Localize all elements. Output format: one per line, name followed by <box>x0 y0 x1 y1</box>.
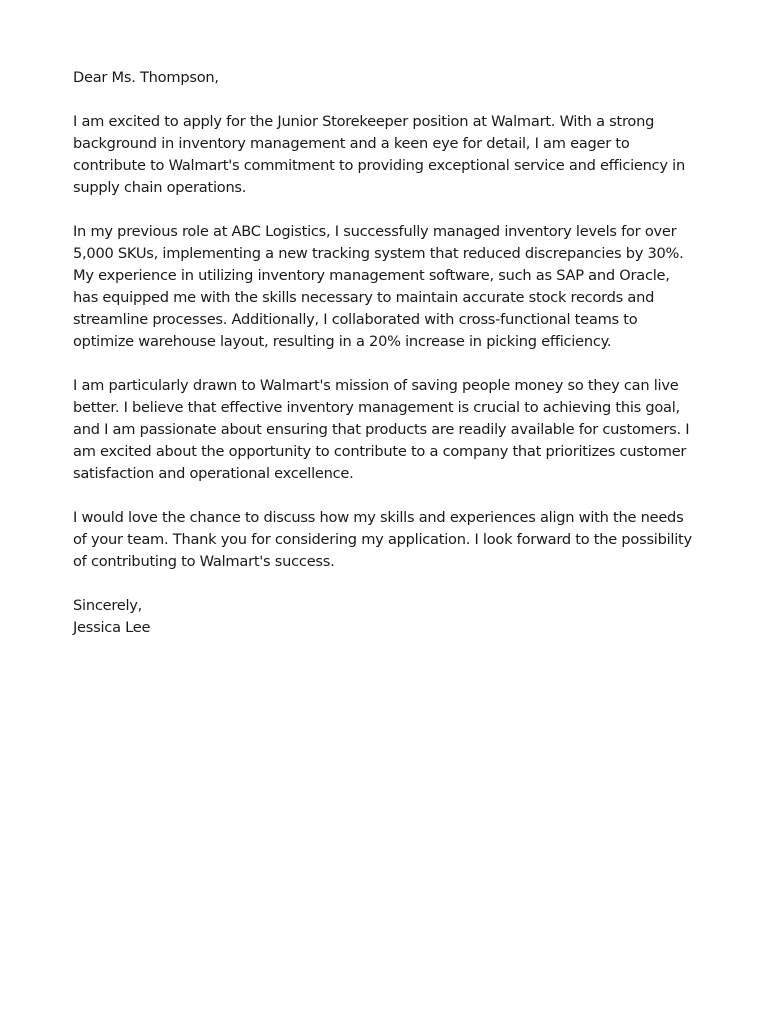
salutation: Dear Ms. Thompson, <box>73 69 219 86</box>
paragraph-motivation: I am particularly drawn to Walmart's mission of saving people money so they can live better. I believe that effective inventory management is crucial to achieving this goal, and I am passionate about ensuring that products are readily available for customers. I am excited about the opportunity to contribute to a company that prioritizes customer satisfaction and operational excellence. <box>73 377 690 482</box>
paragraph-intro: I am excited to apply for the Junior Storekeeper position at Walmart. With a strong background in inventory management and a keen eye for detail, I am eager to contribute to Walmart's commitment to providing exceptional service and efficiency in supply chain operations. <box>73 113 685 196</box>
closing: Sincerely, <box>73 597 143 614</box>
paragraph-experience: In my previous role at ABC Logistics, I successfully managed inventory levels for over 5,000 SKUs, implementing a new tracking system that reduced discrepancies by 30%. My experience in utilizing inventory management software, such as SAP and Oracle, has equipped me with the skills necessary to maintain accurate stock records and streamline processes. Additionally, I collaborated with cross-functional teams to optimize warehouse layout, resulting in a 20% increase in picking efficiency. <box>73 223 684 350</box>
paragraph-conclusion: I would love the chance to discuss how my skills and experiences align with the needs of your team. Thank you for considering my application. I look forward to the possibility of contributing to Walmart's success. <box>73 509 692 570</box>
signature-name: Jessica Lee <box>73 619 151 636</box>
cover-letter <box>73 67 697 639</box>
